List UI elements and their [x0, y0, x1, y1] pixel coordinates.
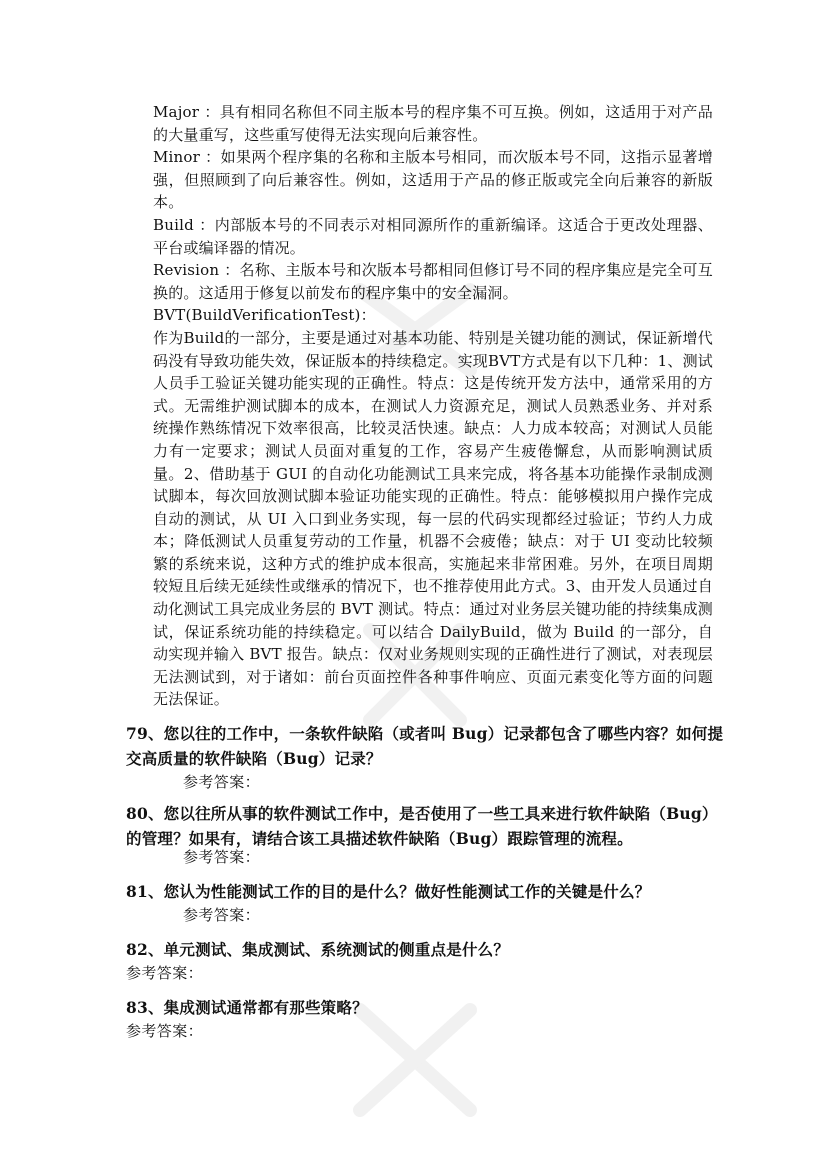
answer-label-79: 参考答案： [183, 773, 261, 791]
bvt-heading: BVT(BuildVerificationTest)： [153, 306, 376, 325]
revision-paragraph: Revision ：名称、主版本号和次版本号都相同但修订号不同的程序集应是完全可互换的。这适用于修复以前发布的程序集中的安全漏洞。 [153, 261, 713, 302]
question-83: 83、集成测试通常都有那些策略？ [126, 998, 368, 1017]
question-81: 81、您认为性能测试工作的目的是什么？做好性能测试工作的关键是什么？ [126, 882, 651, 901]
answer-label-81: 参考答案： [183, 906, 261, 924]
answer-label-82: 参考答案： [126, 964, 204, 982]
question-82: 82、单元测试、集成测试、系统测试的侧重点是什么？ [126, 940, 510, 959]
answer-label-83: 参考答案： [126, 1022, 204, 1040]
minor-paragraph: Minor ：如果两个程序集的名称和主版本号相同，而次版本号不同，这指示显著增强，但照顾到了向后兼容性。例如，这适用于产品的修正版或完全向后兼容的新版本。 [153, 148, 713, 212]
question-80: 80、您以往所从事的软件测试工作中，是否使用了一些工具来进行软件缺陷（Bug）的管理？如果有，请结合该工具描述软件缺陷（Bug）跟踪管理的流程。 [126, 804, 718, 848]
answer-label-80: 参考答案： [183, 848, 261, 866]
bvt-body-paragraph: 作为Build的一部分，主要是通过对基本功能、特别是关键功能的测试，保证新增代码没有导致功能失效，保证版本的持续稳定。实现BVT方式是有以下几种：1、测试人员手工验证关键功能实现的正确性。特点：这是传统开发方法中，通常采用的方式。无需维护测试脚本的成本，在测试人力资源充足，测试人员熟悉业务、并对系统操作熟练情况下效率很高，比较灵活快速。缺点：人力成本较高；对测试人员能力有一定要求；测试人员面对重复的工作，容易产生疲倦懈怠，从而影响测试质量。2、借助基于 GUI 的自动化功能测试工具来完成，将各基本功能操作录制成测试脚本，每次回放测试脚本验证功能实现的正确性。特点：能够模拟用户操作完成自动的测试，从 UI 入口到业务实现，每一层的代码实现都经过验证；节约人力成本；降低测试人员重复劳动的工作量，机器不会疲倦；缺点：对于 UI 变动比较频繁的系统来说，这种方式的维护成本很高，实施起来非常困难。另外，在项目周期较短且后续无延续性或继承的情况下，也不推荐使用此方式。3、由开发人员通过自动化测试工具完成业务层的 BVT 测试。特点：通过对业务层关键功能的持续集成测试，保证系统功能的持续稳定。可以结合 DailyBuild，做为 Build 的一部分，自动实现并输入 BVT 报告。缺点：仅对业务规则实现的正确性进行了测试，对表现层无法测试到，对于诸如：前台页面控件各种事件响应、页面元素变化等方面的问题无法保证。 [153, 328, 713, 709]
build-paragraph: Build ：内部版本号的不同表示对相同源所作的重新编译。这适合于更改处理器、平台或编译器的情况。 [153, 215, 713, 257]
question-79: 79、您以往的工作中，一条软件缺陷（或者叫 Bug）记录都包含了哪些内容？如何提交高质量的软件缺陷（Bug）记录？ [126, 724, 724, 768]
version-description-block [153, 101, 713, 711]
major-paragraph: Major ：具有相同名称但不同主版本号的程序集不可互换。例如，这适用于对产品的大量重写，这些重写使得无法实现向后兼容性。 [153, 103, 713, 144]
